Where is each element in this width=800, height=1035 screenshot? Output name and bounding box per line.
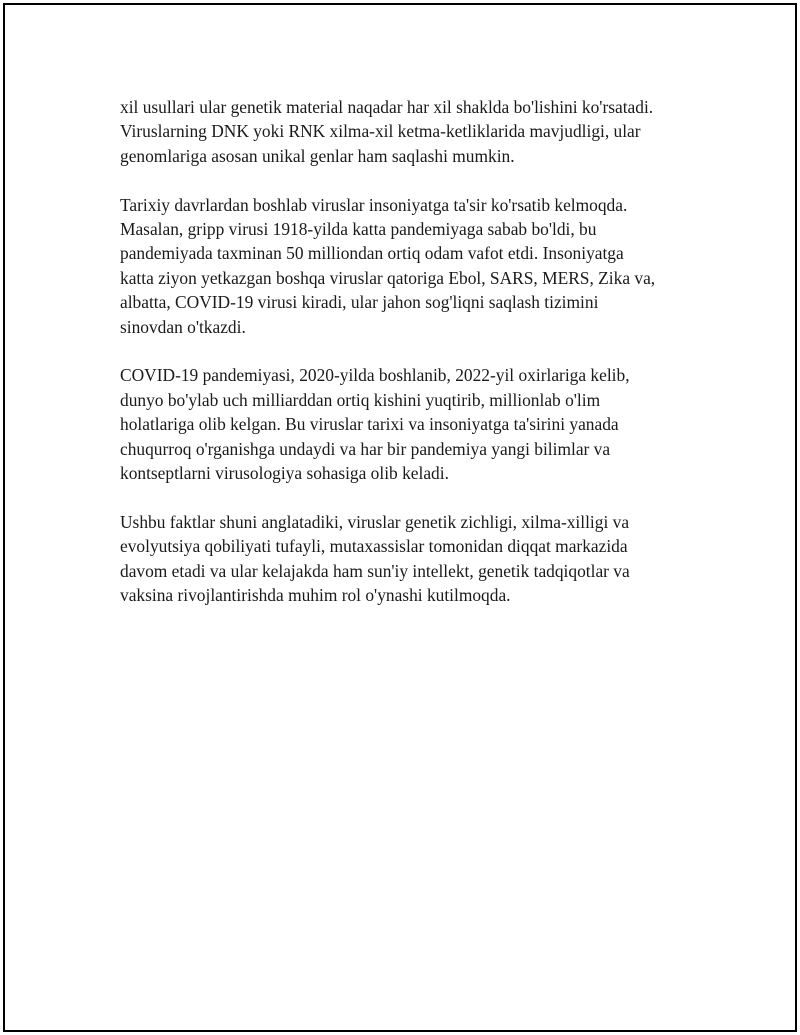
text-line: sinovdan o'tkazdi. xyxy=(120,316,246,337)
text-line: genomlariga asosan unikal genlar ham saqlashi mumkin. xyxy=(120,145,515,166)
paragraph-4 xyxy=(120,510,700,608)
text-line: evolyutsiya qobiliyati tufayli, mutaxassislar tomonidan diqqat markazida xyxy=(120,536,628,557)
text-line: holatlariga olib kelgan. Bu viruslar tarixi va insoniyatga ta'sirini yanada xyxy=(120,414,619,435)
text-line: katta ziyon yetkazgan boshqa viruslar qatoriga Ebol, SARS, MERS, Zika va, xyxy=(120,267,656,288)
text-line: davom etadi va ular kelajakda ham sun'iy intellekt, genetik tadqiqotlar va xyxy=(120,560,630,581)
paragraph-3 xyxy=(120,363,700,485)
text-line: dunyo bo'ylab uch milliarddan ortiq kishini yuqtirib, millionlab o'lim xyxy=(120,389,601,410)
text-line: chuqurroq o'rganishga undaydi va har bir pandemiya yangi bilimlar va xyxy=(120,438,611,459)
text-line: vaksina rivojlantirishda muhim rol o'ynashi kutilmoqda. xyxy=(120,585,511,606)
document-body xyxy=(120,95,700,632)
text-line: Viruslarning DNK yoki RNK xilma-xil ketma-ketliklarida mavjudligi, ular xyxy=(120,121,641,142)
document-page xyxy=(3,3,797,1032)
text-line: kontseptlarni virusologiya sohasiga olib keladi. xyxy=(120,463,449,484)
text-line: pandemiyada taxminan 50 milliondan ortiq odam vafot etdi. Insoniyatga xyxy=(120,243,624,264)
text-line: Tarixiy davrlardan boshlab viruslar insoniyatga ta'sir ko'rsatib kelmoqda. xyxy=(120,194,628,215)
text-line: Masalan, gripp virusi 1918-yilda katta pandemiyaga sabab bo'ldi, bu xyxy=(120,219,597,240)
text-line: Ushbu faktlar shuni anglatadiki, viruslar genetik zichligi, xilma-xilligi va xyxy=(120,511,630,532)
text-line: albatta, COVID-19 virusi kiradi, ular jahon sog'liqni saqlash tizimini xyxy=(120,292,599,313)
text-line: xil usullari ular genetik material naqadar har xil shaklda bo'lishini ko'rsatadi. xyxy=(120,97,654,117)
paragraph-1 xyxy=(120,95,700,168)
text-line: COVID-19 pandemiyasi, 2020-yilda boshlanib, 2022-yil oxirlariga kelib, xyxy=(120,365,630,386)
paragraph-2 xyxy=(120,193,700,339)
